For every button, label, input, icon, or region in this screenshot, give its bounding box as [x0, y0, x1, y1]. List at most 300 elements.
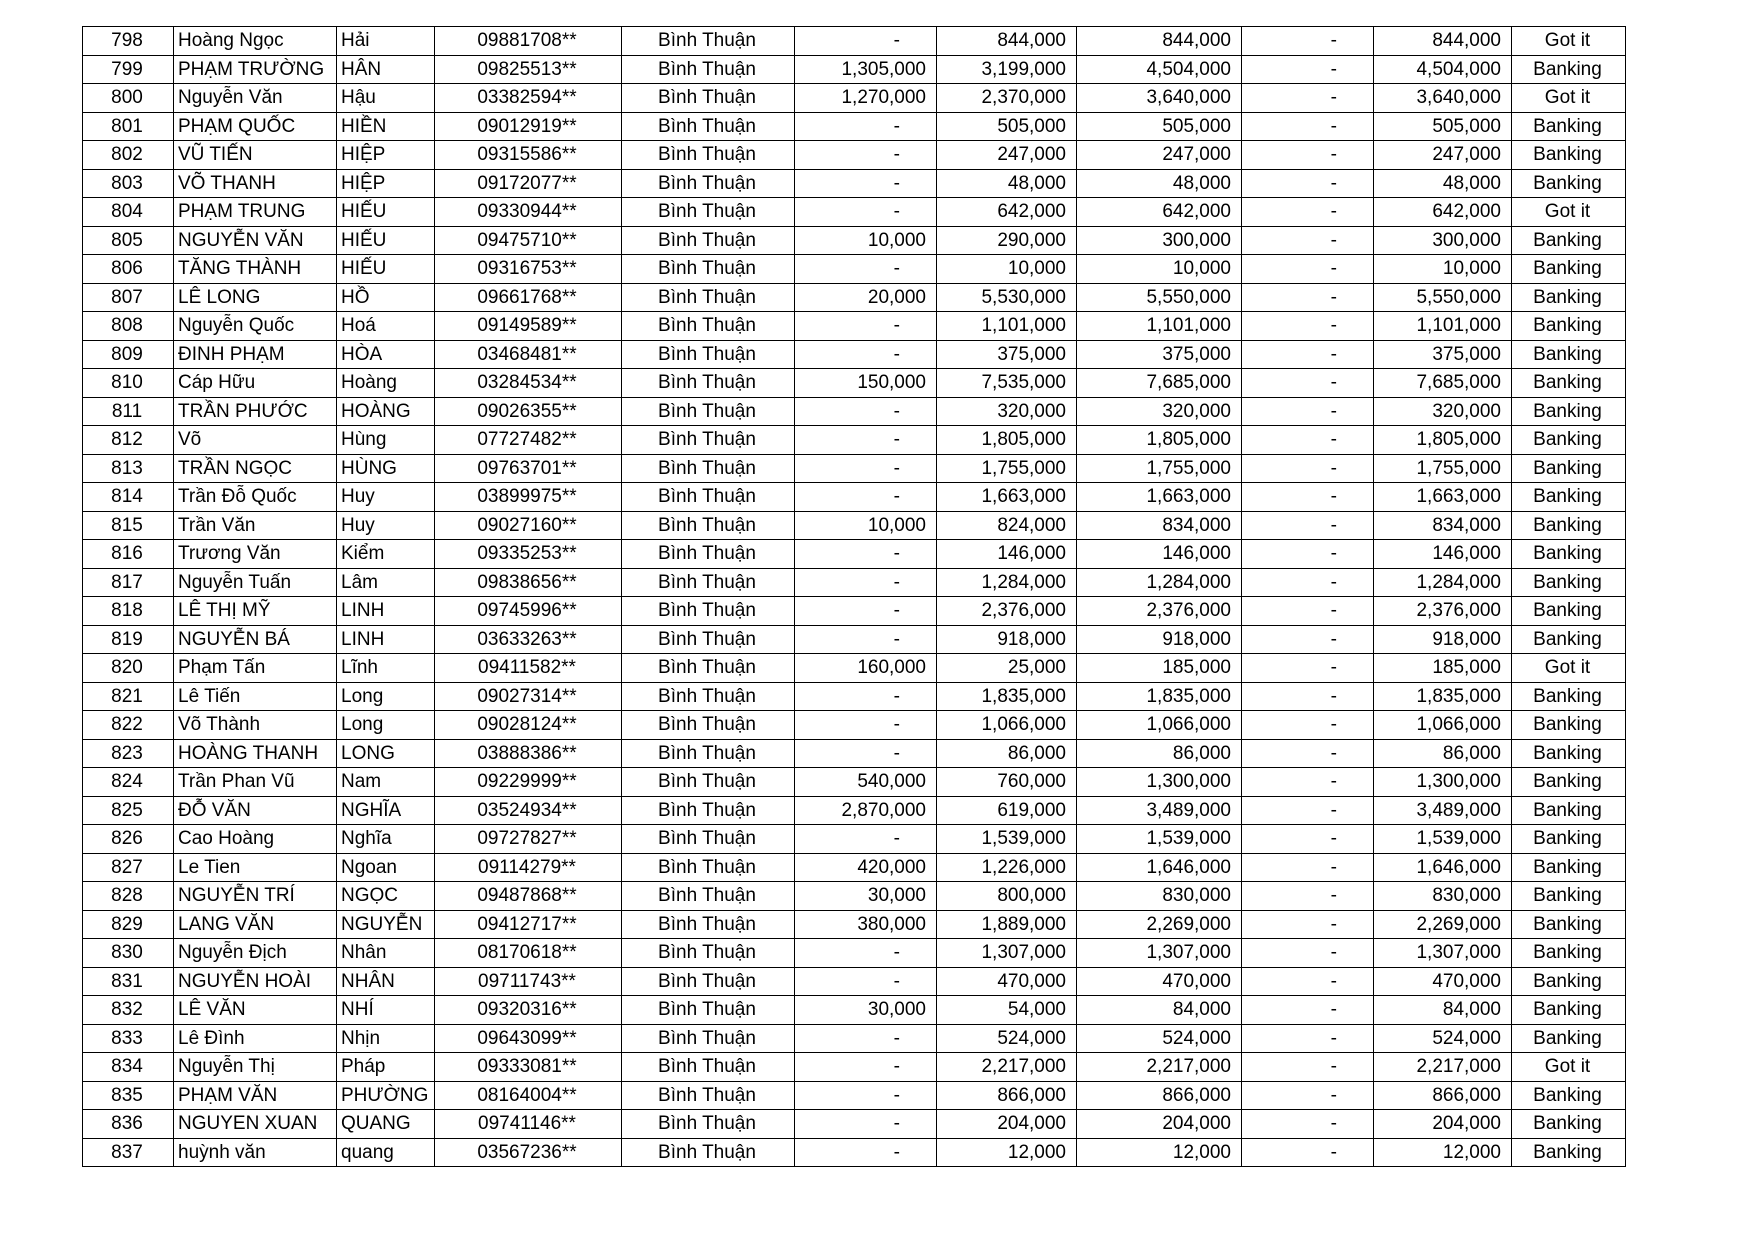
- province-cell: Bình Thuận: [622, 625, 795, 654]
- phone-cell: 09475710**: [435, 226, 622, 255]
- surname-cell: Phạm Tấn: [174, 654, 337, 683]
- surname-cell: Trương Văn: [174, 540, 337, 569]
- table-row: [83, 1024, 1626, 1053]
- payout-cell: 470,000: [1374, 967, 1512, 996]
- method-cell: Banking: [1512, 426, 1626, 455]
- method-cell: Banking: [1512, 1081, 1626, 1110]
- given-name-cell: Lĩnh: [337, 654, 435, 683]
- amount-a-cell: -: [795, 112, 937, 141]
- phone-cell: 09114279**: [435, 853, 622, 882]
- amount-b-cell: 25,000: [937, 654, 1077, 683]
- amount-b-cell: 642,000: [937, 198, 1077, 227]
- given-name-cell: LINH: [337, 625, 435, 654]
- method-cell: Banking: [1512, 597, 1626, 626]
- method-cell: Banking: [1512, 768, 1626, 797]
- amount-a-cell: -: [795, 312, 937, 341]
- surname-cell: Nguyễn Tuấn: [174, 568, 337, 597]
- given-name-cell: HÒA: [337, 340, 435, 369]
- surname-cell: Võ Thành: [174, 711, 337, 740]
- province-cell: Bình Thuận: [622, 312, 795, 341]
- province-cell: Bình Thuận: [622, 939, 795, 968]
- province-cell: Bình Thuận: [622, 511, 795, 540]
- row-number-cell: 829: [83, 910, 174, 939]
- table-row: [83, 426, 1626, 455]
- given-name-cell: NHÍ: [337, 996, 435, 1025]
- payout-cell: 1,755,000: [1374, 454, 1512, 483]
- amount-b-cell: 2,370,000: [937, 84, 1077, 113]
- row-number-cell: 817: [83, 568, 174, 597]
- amount-a-cell: -: [795, 198, 937, 227]
- deduction-cell: -: [1242, 397, 1374, 426]
- surname-cell: Nguyễn Thị: [174, 1053, 337, 1082]
- row-number-cell: 824: [83, 768, 174, 797]
- province-cell: Bình Thuận: [622, 1110, 795, 1139]
- province-cell: Bình Thuận: [622, 226, 795, 255]
- surname-cell: NGUYỄN VĂN: [174, 226, 337, 255]
- given-name-cell: Long: [337, 682, 435, 711]
- deduction-cell: -: [1242, 226, 1374, 255]
- deduction-cell: -: [1242, 996, 1374, 1025]
- surname-cell: ĐINH PHẠM: [174, 340, 337, 369]
- province-cell: Bình Thuận: [622, 682, 795, 711]
- amount-a-cell: 420,000: [795, 853, 937, 882]
- method-cell: Banking: [1512, 939, 1626, 968]
- method-cell: Banking: [1512, 825, 1626, 854]
- deduction-cell: -: [1242, 340, 1374, 369]
- total-cell: 1,755,000: [1077, 454, 1242, 483]
- table-body: [83, 27, 1626, 1167]
- given-name-cell: HÙNG: [337, 454, 435, 483]
- method-cell: Banking: [1512, 226, 1626, 255]
- amount-a-cell: -: [795, 426, 937, 455]
- given-name-cell: Hoàng: [337, 369, 435, 398]
- total-cell: 918,000: [1077, 625, 1242, 654]
- deduction-cell: -: [1242, 910, 1374, 939]
- phone-cell: 03468481**: [435, 340, 622, 369]
- row-number-cell: 834: [83, 1053, 174, 1082]
- amount-b-cell: 1,066,000: [937, 711, 1077, 740]
- province-cell: Bình Thuận: [622, 198, 795, 227]
- deduction-cell: -: [1242, 454, 1374, 483]
- phone-cell: 09661768**: [435, 283, 622, 312]
- phone-cell: 03284534**: [435, 369, 622, 398]
- surname-cell: Lê Đình: [174, 1024, 337, 1053]
- total-cell: 146,000: [1077, 540, 1242, 569]
- row-number-cell: 837: [83, 1138, 174, 1167]
- payout-cell: 844,000: [1374, 27, 1512, 56]
- row-number-cell: 822: [83, 711, 174, 740]
- given-name-cell: HIỆP: [337, 141, 435, 170]
- deduction-cell: -: [1242, 169, 1374, 198]
- amount-a-cell: 160,000: [795, 654, 937, 683]
- given-name-cell: Ngoan: [337, 853, 435, 882]
- deduction-cell: -: [1242, 1138, 1374, 1167]
- province-cell: Bình Thuận: [622, 1024, 795, 1053]
- row-number-cell: 805: [83, 226, 174, 255]
- total-cell: 300,000: [1077, 226, 1242, 255]
- table-row: [83, 625, 1626, 654]
- province-cell: Bình Thuận: [622, 112, 795, 141]
- phone-cell: 09711743**: [435, 967, 622, 996]
- method-cell: Banking: [1512, 483, 1626, 512]
- total-cell: 834,000: [1077, 511, 1242, 540]
- payout-cell: 1,805,000: [1374, 426, 1512, 455]
- table-row: [83, 169, 1626, 198]
- given-name-cell: HIỆP: [337, 169, 435, 198]
- province-cell: Bình Thuận: [622, 141, 795, 170]
- row-number-cell: 820: [83, 654, 174, 683]
- amount-b-cell: 320,000: [937, 397, 1077, 426]
- phone-cell: 09026355**: [435, 397, 622, 426]
- method-cell: Banking: [1512, 739, 1626, 768]
- total-cell: 10,000: [1077, 255, 1242, 284]
- surname-cell: LÊ VĂN: [174, 996, 337, 1025]
- row-number-cell: 804: [83, 198, 174, 227]
- method-cell: Got it: [1512, 84, 1626, 113]
- amount-a-cell: -: [795, 1081, 937, 1110]
- method-cell: Banking: [1512, 996, 1626, 1025]
- amount-b-cell: 1,889,000: [937, 910, 1077, 939]
- row-number-cell: 832: [83, 996, 174, 1025]
- deduction-cell: -: [1242, 55, 1374, 84]
- row-number-cell: 835: [83, 1081, 174, 1110]
- phone-cell: 09741146**: [435, 1110, 622, 1139]
- amount-b-cell: 918,000: [937, 625, 1077, 654]
- province-cell: Bình Thuận: [622, 1138, 795, 1167]
- method-cell: Banking: [1512, 682, 1626, 711]
- row-number-cell: 802: [83, 141, 174, 170]
- method-cell: Banking: [1512, 1024, 1626, 1053]
- total-cell: 524,000: [1077, 1024, 1242, 1053]
- payout-cell: 1,300,000: [1374, 768, 1512, 797]
- row-number-cell: 803: [83, 169, 174, 198]
- amount-a-cell: 30,000: [795, 882, 937, 911]
- method-cell: Banking: [1512, 511, 1626, 540]
- given-name-cell: HIẾU: [337, 198, 435, 227]
- payout-cell: 866,000: [1374, 1081, 1512, 1110]
- row-number-cell: 830: [83, 939, 174, 968]
- row-number-cell: 807: [83, 283, 174, 312]
- total-cell: 2,217,000: [1077, 1053, 1242, 1082]
- deduction-cell: -: [1242, 682, 1374, 711]
- method-cell: Banking: [1512, 1110, 1626, 1139]
- total-cell: 1,066,000: [1077, 711, 1242, 740]
- method-cell: Banking: [1512, 625, 1626, 654]
- amount-b-cell: 1,663,000: [937, 483, 1077, 512]
- row-number-cell: 798: [83, 27, 174, 56]
- amount-b-cell: 86,000: [937, 739, 1077, 768]
- total-cell: 1,663,000: [1077, 483, 1242, 512]
- table-row: [83, 796, 1626, 825]
- amount-a-cell: -: [795, 967, 937, 996]
- table-row: [83, 112, 1626, 141]
- phone-cell: 09763701**: [435, 454, 622, 483]
- amount-a-cell: 2,870,000: [795, 796, 937, 825]
- table-row: [83, 540, 1626, 569]
- amount-b-cell: 524,000: [937, 1024, 1077, 1053]
- phone-cell: 07727482**: [435, 426, 622, 455]
- province-cell: Bình Thuận: [622, 967, 795, 996]
- phone-cell: 09315586**: [435, 141, 622, 170]
- given-name-cell: LINH: [337, 597, 435, 626]
- surname-cell: Nguyễn Văn: [174, 84, 337, 113]
- deduction-cell: -: [1242, 483, 1374, 512]
- phone-cell: 09487868**: [435, 882, 622, 911]
- total-cell: 7,685,000: [1077, 369, 1242, 398]
- total-cell: 204,000: [1077, 1110, 1242, 1139]
- amount-a-cell: 540,000: [795, 768, 937, 797]
- amount-b-cell: 7,535,000: [937, 369, 1077, 398]
- amount-b-cell: 1,226,000: [937, 853, 1077, 882]
- table-row: [83, 198, 1626, 227]
- amount-b-cell: 12,000: [937, 1138, 1077, 1167]
- given-name-cell: Hoá: [337, 312, 435, 341]
- table-row: [83, 711, 1626, 740]
- payout-cell: 12,000: [1374, 1138, 1512, 1167]
- deduction-cell: -: [1242, 1110, 1374, 1139]
- table-row: [83, 483, 1626, 512]
- surname-cell: Lê Tiến: [174, 682, 337, 711]
- deduction-cell: -: [1242, 112, 1374, 141]
- table-row: [83, 825, 1626, 854]
- table-row: [83, 255, 1626, 284]
- payout-cell: 1,539,000: [1374, 825, 1512, 854]
- amount-b-cell: 48,000: [937, 169, 1077, 198]
- amount-b-cell: 54,000: [937, 996, 1077, 1025]
- surname-cell: PHẠM QUỐC: [174, 112, 337, 141]
- method-cell: Banking: [1512, 340, 1626, 369]
- phone-cell: 03633263**: [435, 625, 622, 654]
- total-cell: 1,805,000: [1077, 426, 1242, 455]
- surname-cell: LÊ THỊ MỸ: [174, 597, 337, 626]
- method-cell: Banking: [1512, 312, 1626, 341]
- row-number-cell: 809: [83, 340, 174, 369]
- method-cell: Banking: [1512, 568, 1626, 597]
- row-number-cell: 825: [83, 796, 174, 825]
- method-cell: Got it: [1512, 654, 1626, 683]
- surname-cell: Trần Văn: [174, 511, 337, 540]
- province-cell: Bình Thuận: [622, 454, 795, 483]
- phone-cell: 08164004**: [435, 1081, 622, 1110]
- amount-a-cell: -: [795, 255, 937, 284]
- given-name-cell: HOÀNG: [337, 397, 435, 426]
- payout-cell: 1,101,000: [1374, 312, 1512, 341]
- payout-cell: 48,000: [1374, 169, 1512, 198]
- total-cell: 86,000: [1077, 739, 1242, 768]
- table-row: [83, 226, 1626, 255]
- amount-a-cell: -: [795, 568, 937, 597]
- amount-a-cell: -: [795, 1024, 937, 1053]
- amount-a-cell: -: [795, 340, 937, 369]
- amount-b-cell: 1,101,000: [937, 312, 1077, 341]
- method-cell: Banking: [1512, 169, 1626, 198]
- total-cell: 866,000: [1077, 1081, 1242, 1110]
- phone-cell: 09028124**: [435, 711, 622, 740]
- phone-cell: 09229999**: [435, 768, 622, 797]
- given-name-cell: NGUYỄN: [337, 910, 435, 939]
- payout-cell: 84,000: [1374, 996, 1512, 1025]
- deduction-cell: -: [1242, 141, 1374, 170]
- amount-a-cell: -: [795, 597, 937, 626]
- payout-cell: 505,000: [1374, 112, 1512, 141]
- total-cell: 1,539,000: [1077, 825, 1242, 854]
- row-number-cell: 806: [83, 255, 174, 284]
- payout-cell: 320,000: [1374, 397, 1512, 426]
- table-row: [83, 1110, 1626, 1139]
- surname-cell: VÕ THANH: [174, 169, 337, 198]
- surname-cell: Le Tien: [174, 853, 337, 882]
- given-name-cell: HỒ: [337, 283, 435, 312]
- deduction-cell: -: [1242, 369, 1374, 398]
- total-cell: 375,000: [1077, 340, 1242, 369]
- total-cell: 830,000: [1077, 882, 1242, 911]
- deduction-cell: -: [1242, 255, 1374, 284]
- row-number-cell: 815: [83, 511, 174, 540]
- amount-b-cell: 5,530,000: [937, 283, 1077, 312]
- given-name-cell: Huy: [337, 511, 435, 540]
- table-row: [83, 682, 1626, 711]
- phone-cell: 09027314**: [435, 682, 622, 711]
- amount-a-cell: -: [795, 1053, 937, 1082]
- total-cell: 2,376,000: [1077, 597, 1242, 626]
- row-number-cell: 811: [83, 397, 174, 426]
- amount-b-cell: 247,000: [937, 141, 1077, 170]
- method-cell: Got it: [1512, 198, 1626, 227]
- phone-cell: 03524934**: [435, 796, 622, 825]
- deduction-cell: -: [1242, 1053, 1374, 1082]
- surname-cell: LANG VĂN: [174, 910, 337, 939]
- phone-cell: 03888386**: [435, 739, 622, 768]
- total-cell: 1,101,000: [1077, 312, 1242, 341]
- payout-cell: 4,504,000: [1374, 55, 1512, 84]
- amount-a-cell: -: [795, 397, 937, 426]
- row-number-cell: 828: [83, 882, 174, 911]
- table-row: [83, 283, 1626, 312]
- given-name-cell: NGỌC: [337, 882, 435, 911]
- table-row: [83, 739, 1626, 768]
- payout-cell: 524,000: [1374, 1024, 1512, 1053]
- payout-cell: 1,835,000: [1374, 682, 1512, 711]
- total-cell: 470,000: [1077, 967, 1242, 996]
- table-row: [83, 597, 1626, 626]
- total-cell: 1,307,000: [1077, 939, 1242, 968]
- given-name-cell: Huy: [337, 483, 435, 512]
- province-cell: Bình Thuận: [622, 910, 795, 939]
- amount-b-cell: 1,284,000: [937, 568, 1077, 597]
- table-row: [83, 369, 1626, 398]
- phone-cell: 09412717**: [435, 910, 622, 939]
- amount-b-cell: 800,000: [937, 882, 1077, 911]
- deduction-cell: -: [1242, 625, 1374, 654]
- province-cell: Bình Thuận: [622, 397, 795, 426]
- amount-b-cell: 1,307,000: [937, 939, 1077, 968]
- amount-a-cell: -: [795, 483, 937, 512]
- deduction-cell: -: [1242, 654, 1374, 683]
- surname-cell: Nguyễn Địch: [174, 939, 337, 968]
- amount-b-cell: 2,217,000: [937, 1053, 1077, 1082]
- phone-cell: 09643099**: [435, 1024, 622, 1053]
- method-cell: Banking: [1512, 369, 1626, 398]
- surname-cell: NGUYỄN TRÍ: [174, 882, 337, 911]
- table-row: [83, 511, 1626, 540]
- row-number-cell: 814: [83, 483, 174, 512]
- surname-cell: Trần Phan Vũ: [174, 768, 337, 797]
- payout-cell: 7,685,000: [1374, 369, 1512, 398]
- amount-a-cell: -: [795, 711, 937, 740]
- total-cell: 320,000: [1077, 397, 1242, 426]
- phone-cell: 09333081**: [435, 1053, 622, 1082]
- amount-a-cell: -: [795, 939, 937, 968]
- table-row: [83, 454, 1626, 483]
- deduction-cell: -: [1242, 1024, 1374, 1053]
- province-cell: Bình Thuận: [622, 255, 795, 284]
- surname-cell: Trần Đỗ Quốc: [174, 483, 337, 512]
- table-row: [83, 27, 1626, 56]
- phone-cell: 09320316**: [435, 996, 622, 1025]
- method-cell: Banking: [1512, 540, 1626, 569]
- total-cell: 4,504,000: [1077, 55, 1242, 84]
- table-row: [83, 397, 1626, 426]
- amount-b-cell: 1,835,000: [937, 682, 1077, 711]
- amount-a-cell: 150,000: [795, 369, 937, 398]
- province-cell: Bình Thuận: [622, 426, 795, 455]
- table-row: [83, 312, 1626, 341]
- deduction-cell: -: [1242, 540, 1374, 569]
- phone-cell: 09335253**: [435, 540, 622, 569]
- given-name-cell: Lâm: [337, 568, 435, 597]
- deduction-cell: -: [1242, 796, 1374, 825]
- payout-cell: 2,269,000: [1374, 910, 1512, 939]
- given-name-cell: NHÂN: [337, 967, 435, 996]
- payout-cell: 1,066,000: [1374, 711, 1512, 740]
- phone-cell: 09012919**: [435, 112, 622, 141]
- phone-cell: 03899975**: [435, 483, 622, 512]
- total-cell: 1,835,000: [1077, 682, 1242, 711]
- province-cell: Bình Thuận: [622, 853, 795, 882]
- given-name-cell: PHƯỜNG: [337, 1081, 435, 1110]
- total-cell: 505,000: [1077, 112, 1242, 141]
- phone-cell: 03382594**: [435, 84, 622, 113]
- phone-cell: 09027160**: [435, 511, 622, 540]
- province-cell: Bình Thuận: [622, 882, 795, 911]
- amount-b-cell: 844,000: [937, 27, 1077, 56]
- amount-a-cell: -: [795, 27, 937, 56]
- deduction-cell: -: [1242, 882, 1374, 911]
- given-name-cell: Hùng: [337, 426, 435, 455]
- method-cell: Banking: [1512, 796, 1626, 825]
- surname-cell: TĂNG THÀNH: [174, 255, 337, 284]
- method-cell: Banking: [1512, 882, 1626, 911]
- table-row: [83, 654, 1626, 683]
- amount-b-cell: 470,000: [937, 967, 1077, 996]
- surname-cell: NGUYEN XUAN: [174, 1110, 337, 1139]
- province-cell: Bình Thuận: [622, 540, 795, 569]
- amount-b-cell: 1,755,000: [937, 454, 1077, 483]
- province-cell: Bình Thuận: [622, 768, 795, 797]
- deduction-cell: -: [1242, 739, 1374, 768]
- payout-cell: 1,284,000: [1374, 568, 1512, 597]
- amount-b-cell: 866,000: [937, 1081, 1077, 1110]
- given-name-cell: Kiểm: [337, 540, 435, 569]
- payout-cell: 375,000: [1374, 340, 1512, 369]
- phone-cell: 08170618**: [435, 939, 622, 968]
- total-cell: 5,550,000: [1077, 283, 1242, 312]
- amount-b-cell: 824,000: [937, 511, 1077, 540]
- row-number-cell: 827: [83, 853, 174, 882]
- total-cell: 3,640,000: [1077, 84, 1242, 113]
- amount-b-cell: 1,539,000: [937, 825, 1077, 854]
- row-number-cell: 818: [83, 597, 174, 626]
